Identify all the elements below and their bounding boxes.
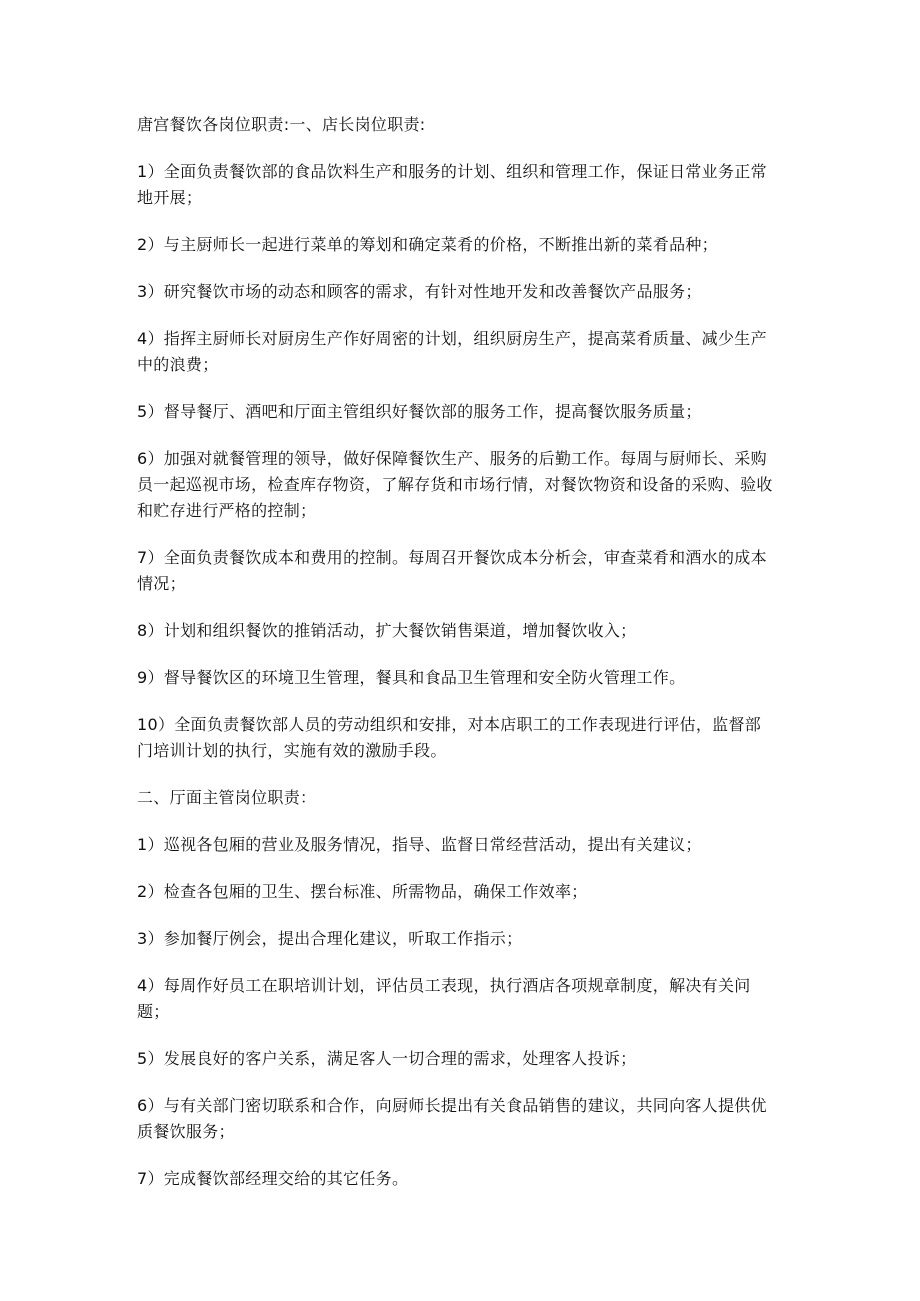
duty-item: 5）发展良好的客户关系，满足客人一切合理的需求，处理客人投诉； xyxy=(137,1049,637,1068)
section-heading-floor-supervisor: 二、厅面主管岗位职责： xyxy=(137,788,317,807)
duty-item: 8）计划和组织餐饮的推销活动，扩大餐饮销售渠道，增加餐饮收入； xyxy=(137,621,637,640)
duty-item: 5）督导餐厅、酒吧和厅面主管组织好餐饮部的服务工作，提高餐饮服务质量； xyxy=(137,402,702,421)
section-heading-store-manager: 唐宫餐饮各岗位职责:一、店长岗位职责: xyxy=(137,115,426,134)
duty-item: 1）巡视各包厢的营业及服务情况，指导、监督日常经营活动，提出有关建议； xyxy=(137,835,702,854)
duty-item: 6）加强对就餐管理的领导，做好保障餐饮生产、服务的后勤工作。每周与厨师长、采购员一起巡视市场，检查库存物资，了解存货和市场行情，对餐饮物资和设备的采购、验收和贮存进行严格的控制； xyxy=(137,449,773,520)
document-body xyxy=(137,112,777,1213)
duty-item: 3）参加餐厅例会，提出合理化建议，听取工作指示； xyxy=(137,929,523,948)
duty-item: 4）每周作好员工在职培训计划，评估员工表现，执行酒店各项规章制度，解决有关问题； xyxy=(137,976,751,1021)
duty-item: 2）检查各包厢的卫生、摆台标准、所需物品，确保工作效率； xyxy=(137,882,588,901)
duty-item: 4）指挥主厨师长对厨房生产作好周密的计划，组织厨房生产，提高菜肴质量、减少生产中的浪费； xyxy=(137,329,767,374)
duty-item: 7）全面负责餐饮成本和费用的控制。每周召开餐饮成本分析会，审查菜肴和酒水的成本情况； xyxy=(137,548,767,593)
duty-item: 2）与主厨师长一起进行菜单的筹划和确定菜肴的价格，不断推出新的菜肴品种； xyxy=(137,235,718,254)
duty-item: 7）完成餐饮部经理交给的其它任务。 xyxy=(137,1169,409,1188)
duty-item: 3）研究餐饮市场的动态和顾客的需求，有针对性地开发和改善餐饮产品服务； xyxy=(137,282,702,301)
duty-item: 1）全面负责餐饮部的食品饮料生产和服务的计划、组织和管理工作，保证日常业务正常地开展； xyxy=(137,162,767,207)
duty-item: 6）与有关部门密切联系和合作，向厨师长提出有关食品销售的建议，共同向客人提供优质餐饮服务； xyxy=(137,1096,767,1141)
duty-item: 10）全面负责餐饮部人员的劳动组织和安排，对本店职工的工作表现进行评估，监督部门培训计划的执行，实施有效的激励手段。 xyxy=(137,715,762,760)
duty-item: 9）督导餐饮区的环境卫生管理，餐具和食品卫生管理和安全防火管理工作。 xyxy=(137,668,686,687)
